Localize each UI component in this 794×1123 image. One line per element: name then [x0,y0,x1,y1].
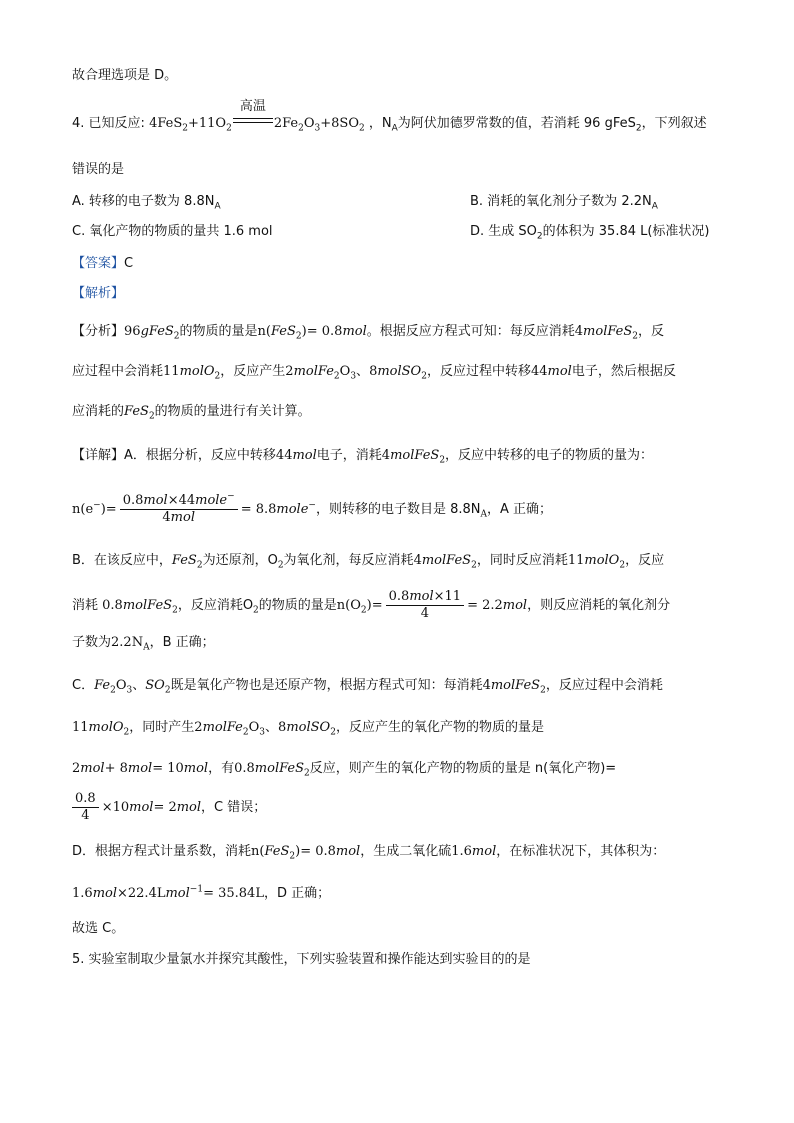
detail-d-line-2: 1.6mol×22.4Lmol$^{-1}$= 35.84L，D 正确； [72,884,331,901]
question-prefix: 已知反应: [88,116,145,131]
question-4-stem: 4. 已知反应: $4FeS_2+11O_2$ 高温 $2Fe_2O_3+8SO_2$ ，$N_A$为阿伏加德罗常数的值，若消耗 96 gFeS$_2$，下列叙述 [72,99,707,134]
reaction-equation: $4FeS_2+11O_2$ 高温 $2Fe_2O_3+8SO_2$ [149,99,365,134]
fenxi-line-3: 应消耗的FeS$_2$的物质的量进行有关计算。 [72,404,311,422]
answer-label: 【答案】 [72,256,125,271]
fenxi-line-1: 【分析】96gFeS$_2$的物质的量是n(FeS$_2$)= 0.8mol。根据反应方程式可知：每反应消耗4molFeS$_2$，反 [72,324,665,342]
fraction-oxygen: $\frac{\text{0.8mol×11}}{4}$ [386,589,464,622]
fraction-electrons: $\frac{0.8mol\times 44mole^-}{\text{4mol}}$ [120,493,238,526]
analysis-label: 【解析】 [72,286,125,301]
fraction-oxidation: $\frac{0.8}{4}$ [72,791,99,824]
answer-line [72,254,734,274]
fenxi-label: 【分析】 [72,324,125,339]
detail-c-line-3: 2mol+ 8mol= 10mol，有0.8molFeS$_2$反应，则产生的氧化产物的物质的量是 n(氧化产物)= [72,761,617,779]
detail-a-line-2: n(e−)= $\frac{0.8mol\times 44mole^-}{\text{4mol}}$ = 8.8mole−，则转移的电子数目是 $8.8N_A$，A 正确； [72,491,553,525]
question-number: 4. [72,116,85,131]
answer-value: C [124,256,134,271]
detail-b-line-2: 消耗 0.8molFeS$_2$，反应消耗$O_2$的物质的量是$n(O_2)=$ $\frac{\text{0.8mol×11}}{4}$ = 2.2mol，则反应消耗的氧化剂分 [72,589,671,621]
final-choice: 故选 C。 [72,921,125,936]
option-c: C. 氧化产物的物质的量共 1.6 mol [72,224,273,239]
option-row-1 [72,192,734,212]
option-b: B. 消耗的氧化剂分子数为 $2.2N_A$ [470,194,658,212]
detail-d-line-1: D．根据方程式计量系数，消耗n(FeS$_2$)= 0.8mol，生成二氧化硫1.6mol，在标准状况下，其体积为： [72,844,666,862]
fenxi-line-2: 应过程中会消耗11molO$_2$，反应产生$2molFe_2O_3$、8molSO$_2$，反应过程中转移44mol电子，然后根据反 [72,364,676,382]
reaction-condition: 高温 [233,118,273,127]
detail-b-line-1: B．在该反应中，FeS$_2$为还原剂，$O_2$为氧化剂，每反应消耗4molFeS$_2$，同时反应消耗11molO$_2$，反应 [72,553,665,571]
option-d: D. 生成 $SO_2$的体积为 35.84 L(标准状况) [470,224,710,242]
question-5-stem: 5. 实验室制取少量氯水并探究其酸性，下列实验装置和操作能达到实验目的的是 [72,952,531,967]
option-row-2 [72,222,734,242]
detail-b-line-3: 子数为$2.2N_A$，B 正确； [72,635,215,653]
detail-c-line-2: 11molO$_2$，同时产生$2molFe_2O_3$、8molSO$_2$，反应产生的氧化产物的物质的量是 [72,720,544,738]
xiangjie-label: 【详解】 [72,448,125,463]
detail-c-line-1: C．$Fe_2O_3$、$SO_2$既是氧化产物也是还原产物，根据方程式可知：每消耗4molFeS$_2$，反应过程中会消耗 [72,678,663,696]
detail-a-line-1: 【详解】A．根据分析，反应中转移44mol电子，消耗4molFeS$_2$，反应中转移的电子的物质的量为： [72,448,654,466]
option-a: A. 转移的电子数为 $8.8N_A$ [72,194,221,212]
detail-c-line-4: $\frac{0.8}{4}$ ×10mol= 2mol，C 错误； [72,786,734,830]
question-4-stem-line2: 错误的是 [72,162,125,177]
previous-conclusion: 故合理选项是 D。 [72,68,178,83]
